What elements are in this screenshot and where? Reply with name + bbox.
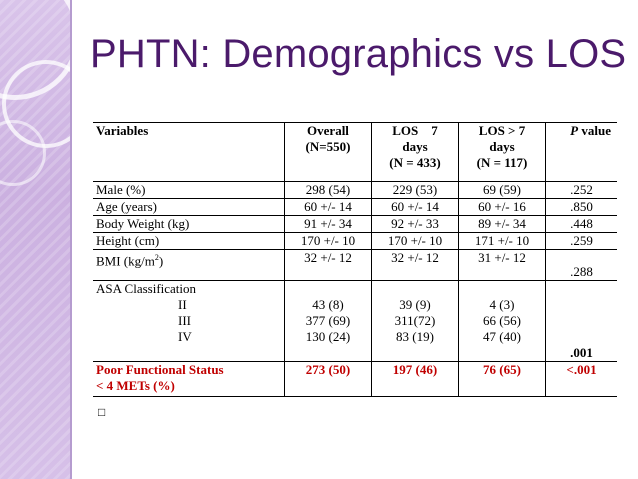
- cell-overall: 32 +/- 12: [285, 250, 372, 281]
- panel-divider: [70, 0, 72, 479]
- table-row: [93, 199, 617, 216]
- cell-los-le7: 92 +/- 33: [372, 216, 459, 233]
- header-los-le7-label: LOS 7: [392, 123, 438, 138]
- table-row-poor-functional: [93, 362, 617, 397]
- footnote-glyph: □: [98, 405, 106, 419]
- slide-title: PHTN: Demographics vs LOS: [90, 32, 627, 76]
- table-row-asa: [93, 281, 617, 362]
- cell-los-gt7: 76 (65): [459, 362, 546, 397]
- cell-p-value: .001: [546, 281, 618, 362]
- bmi-label: BMI (kg/m: [96, 253, 155, 269]
- cell-los-gt7: 31 +/- 12: [459, 250, 546, 281]
- asa-class: IV: [178, 329, 192, 344]
- asa-overall: 130 (24): [305, 329, 351, 344]
- asa-class: III: [178, 313, 191, 328]
- cell-p-value: .448: [546, 216, 618, 233]
- cell-overall: 170 +/- 10: [285, 233, 372, 250]
- table-row-bmi: [93, 250, 617, 281]
- asa-los-le7: 83 (19): [396, 329, 434, 344]
- asa-los-le7: 311(72): [394, 313, 436, 328]
- decorative-side-panel: [0, 0, 70, 479]
- row-label: Male (%): [93, 182, 285, 199]
- cell-los-le7: [372, 281, 459, 362]
- cell-los-gt7: 171 +/- 10: [459, 233, 546, 250]
- row-label-asa: [93, 281, 285, 362]
- cell-p-value: .850: [546, 199, 618, 216]
- header-los-le7: [372, 123, 459, 182]
- table-row: [93, 216, 617, 233]
- header-variables: Variables: [93, 123, 285, 182]
- cell-los-le7: 60 +/- 14: [372, 199, 459, 216]
- cell-overall: 60 +/- 14: [285, 199, 372, 216]
- header-overall: [285, 123, 372, 182]
- row-label: Height (cm): [93, 233, 285, 250]
- cell-los-gt7: 69 (59): [459, 182, 546, 199]
- header-overall-label: Overall: [307, 123, 349, 138]
- cell-los-le7: 170 +/- 10: [372, 233, 459, 250]
- asa-overall: 43 (8): [312, 297, 344, 312]
- header-overall-n: (N=550): [305, 139, 351, 154]
- header-los-le7-days: days: [402, 139, 428, 154]
- cell-p-value: .259: [546, 233, 618, 250]
- header-los-le7-n: (N = 433): [389, 155, 441, 170]
- cell-los-gt7: [459, 281, 546, 362]
- asa-los-gt7: 47 (40): [483, 329, 521, 344]
- row-label-poor: [93, 362, 285, 397]
- header-los-gt7-days: days: [489, 139, 515, 154]
- cell-los-le7: 229 (53): [372, 182, 459, 199]
- table-header-row: [93, 123, 617, 182]
- header-p-value: [546, 123, 618, 182]
- asa-label: ASA Classification: [96, 281, 197, 296]
- asa-los-gt7: 4 (3): [489, 297, 515, 312]
- cell-overall: 273 (50): [285, 362, 372, 397]
- bmi-superscript: 2: [154, 253, 159, 262]
- cell-overall: 298 (54): [285, 182, 372, 199]
- header-los-gt7-n: (N = 117): [476, 155, 528, 170]
- cell-p-value: <.001: [546, 362, 618, 397]
- cell-los-le7: 32 +/- 12: [372, 250, 459, 281]
- asa-class: II: [178, 297, 187, 312]
- cell-los-gt7: 60 +/- 16: [459, 199, 546, 216]
- cell-overall: 91 +/- 34: [285, 216, 372, 233]
- cell-los-le7: 197 (46): [372, 362, 459, 397]
- asa-overall: 377 (69): [305, 313, 351, 328]
- header-p-italic: P: [570, 123, 579, 138]
- cell-los-gt7: 89 +/- 34: [459, 216, 546, 233]
- row-label-bmi: [93, 250, 285, 281]
- table-row: [93, 233, 617, 250]
- cell-p-value: .252: [546, 182, 618, 199]
- bmi-label-end: ): [158, 253, 164, 269]
- poor-label: Poor Functional Status: [96, 362, 224, 377]
- header-los-gt7-label: LOS > 7: [478, 123, 526, 138]
- cell-overall: [285, 281, 372, 362]
- header-p-rest: value: [578, 123, 611, 138]
- asa-los-gt7: 66 (56): [483, 313, 521, 328]
- poor-sublabel: < 4 METs (%): [96, 378, 175, 393]
- table-row: [93, 182, 617, 199]
- row-label: Body Weight (kg): [93, 216, 285, 233]
- row-label: Age (years): [93, 199, 285, 216]
- cell-p-value: .288: [546, 250, 618, 281]
- asa-los-le7: 39 (9): [399, 297, 431, 312]
- header-los-gt7: [459, 123, 546, 182]
- demographics-table: [93, 122, 617, 397]
